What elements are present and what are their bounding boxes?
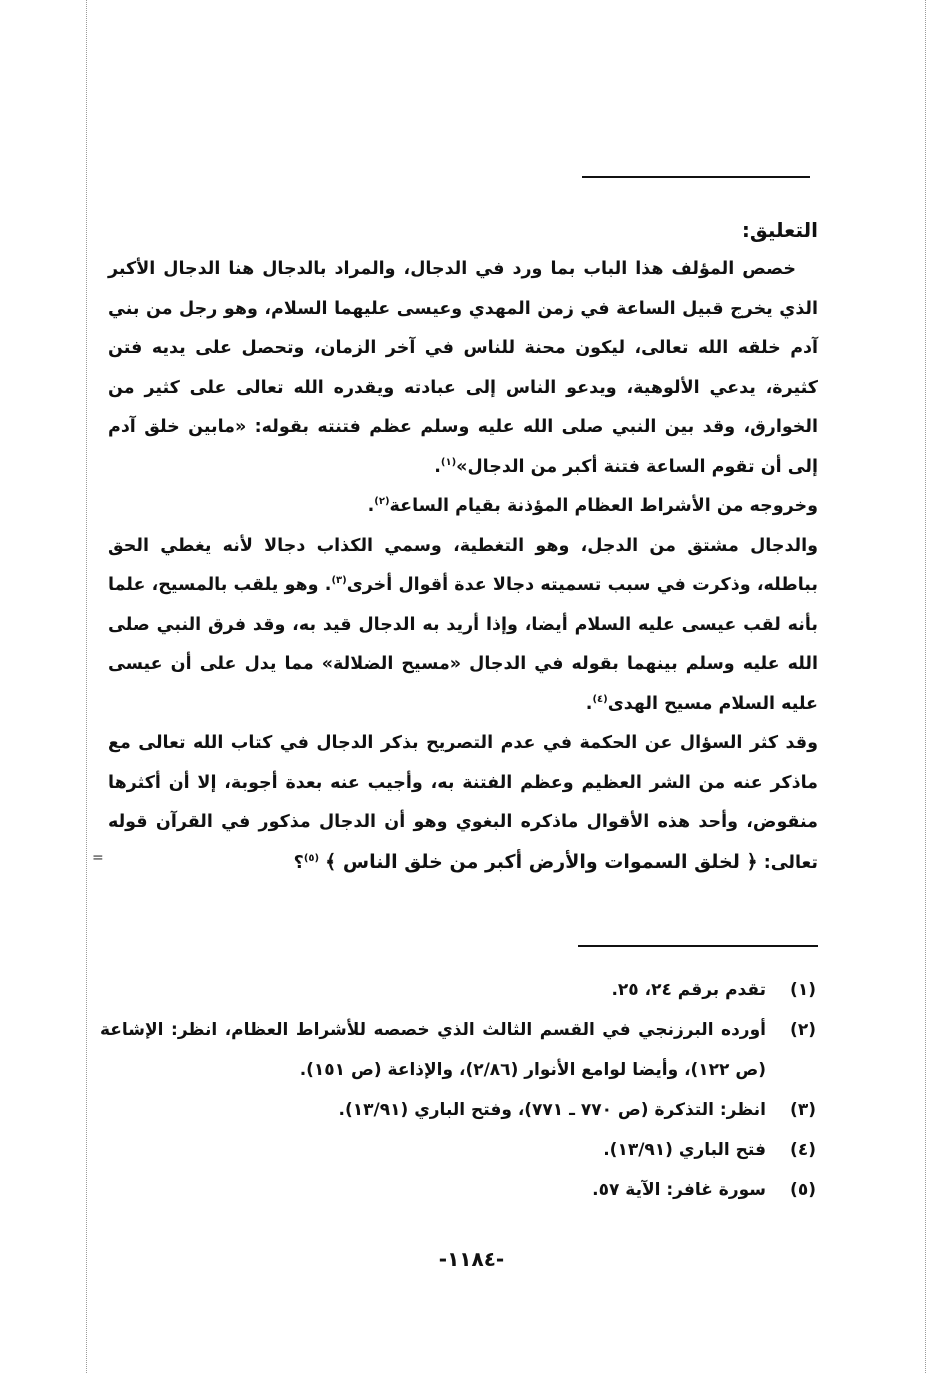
paragraph: [108, 487, 818, 527]
top-separator-rule: [582, 176, 810, 178]
footnote-text: تقدم برقم ٢٤، ٢٥.: [611, 980, 766, 1000]
paragraph-tail: .: [367, 496, 375, 516]
footnote-ref[interactable]: (١): [440, 456, 457, 468]
margin-mark: =: [92, 850, 104, 866]
footnote-number: (١): [790, 980, 816, 1000]
paragraph: [108, 250, 818, 487]
commentary-section: [108, 210, 818, 883]
footnote: [100, 1170, 816, 1210]
footnote-number: (٢): [790, 1020, 816, 1040]
scan-artifact-line: [925, 0, 926, 1373]
page-number: -١١٨٤-: [438, 1247, 505, 1271]
paragraph: [108, 527, 818, 725]
footnote-ref[interactable]: (٤): [592, 693, 608, 705]
footnote: [100, 1010, 816, 1090]
footnote: [100, 1090, 816, 1130]
footnote-number: (٣): [790, 1100, 816, 1120]
paragraph-text: خصص المؤلف هذا الباب بما ورد في الدجال، والمراد بالدجال هنا الدجال الأكبر الذي يخرج قبيل الساعة في زمن المهدي وعيسى عليهما السلام، وهو رجل من بني آدم خلقه الله تعالى، ليكون محنة للناس في آخر الزمان، وتحصل على يديه فتن كثيرة، يدعي الألوهية، ويدعو الناس إلى عبادته ويقدره الله تعالى على كثير من الخوارق، وقد بين النبي صلى الله عليه وسلم عظم فتنته بقوله: «مابين خلق آدم إلى أن تقوم الساعة فتنة أكبر من الدجال»: [108, 259, 818, 477]
footnote: [100, 970, 816, 1010]
paragraph-text: والدجال مشتق من الدجل، وهو التغطية، وسمي الكذاب دجالا لأنه يغطي الحق بباطله، وذكرت في سبب تسميته دجالا عدة أقوال أخرى: [108, 535, 818, 595]
paragraph-text: وخروجه من الأشراط العظام المؤذنة بقيام الساعة: [389, 496, 818, 516]
footnotes-separator-rule: [578, 945, 818, 947]
paragraph-tail: .: [585, 693, 593, 714]
paragraph-text: وقد كثر السؤال عن الحكمة في عدم التصريح بذكر الدجال في كتاب الله تعالى مع ماذكر عنه من الشر العظيم وعظم الفتنة به، وأجيب عنه بعدة أجوبة، إلا أن أكثرها منقوض، وأحد هذه الأقوال ماذكره البغوي وهو أن الدجال مذكور في القرآن قوله تعالى:: [108, 733, 818, 873]
scan-artifact-line: [86, 0, 87, 1373]
footnotes: [100, 970, 816, 1210]
paragraph-tail: . وهو يلقب بالمسيح، علما بأنه لقب عيسى عليه السلام أيضا، وإذا أريد به الدجال قيد به، وقد فرق النبي صلى الله عليه وسلم بينهما بقوله في الدجال «مسيح الضلالة» مما يدل على أن عيسى عليه السلام مسيح الهدى: [108, 575, 818, 714]
section-heading: التعليق:: [741, 218, 818, 242]
footnote-number: (٤): [790, 1140, 816, 1160]
paragraph: [108, 724, 818, 883]
footnote-number: (٥): [790, 1180, 816, 1200]
footnote-text: أورده البرزنجي في القسم الثالث الذي خصصه للأشراط العظام، انظر: الإشاعة (ص ١٢٢)، وأيضا لوامع الأنوار (٢/٨٦)، والإذاعة (ص ١٥١).: [100, 1020, 766, 1080]
footnote-ref[interactable]: (٣): [331, 575, 347, 587]
footnote-text: سورة غافر: الآية ٥٧.: [592, 1180, 766, 1200]
footnote-ref[interactable]: (٢): [374, 496, 390, 508]
footnote-ref[interactable]: (٥): [303, 852, 320, 864]
footnote: [100, 1130, 816, 1170]
paragraph-tail: .: [434, 456, 441, 477]
quran-verse: ﴿ لخلق السموات والأرض أكبر من خلق الناس ﴾: [325, 850, 758, 873]
footnote-text: انظر: التذكرة (ص ٧٧٠ ـ ٧٧١)، وفتح الباري (١٣/٩١).: [338, 1100, 766, 1120]
footnote-text: فتح الباري (١٣/٩١).: [603, 1140, 766, 1160]
paragraph-tail: ؟: [293, 852, 304, 873]
